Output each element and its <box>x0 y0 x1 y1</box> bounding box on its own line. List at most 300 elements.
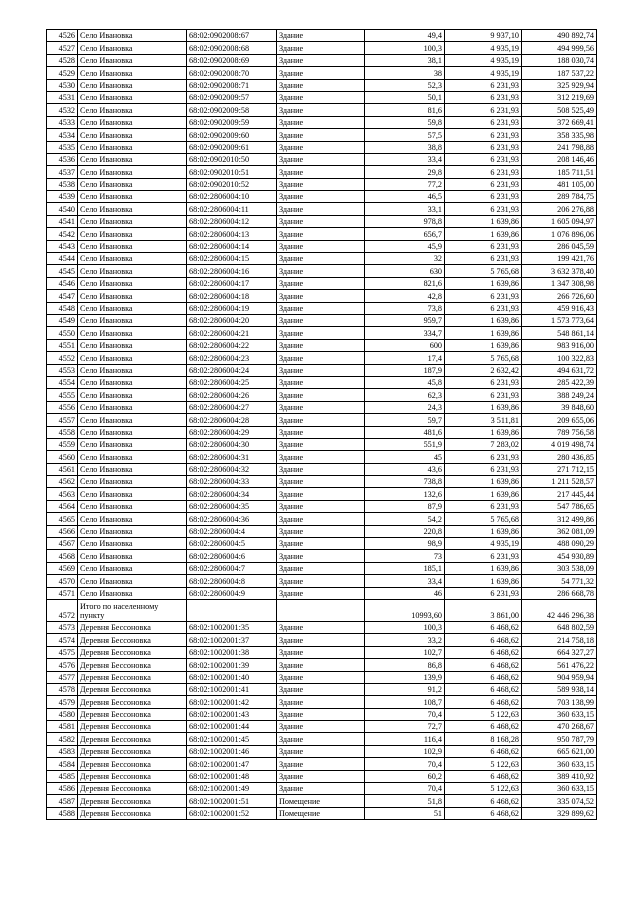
settlement-name-cell: Село Ивановка <box>78 290 187 302</box>
area-cell: 38,8 <box>365 141 445 153</box>
settlement-name-cell: Деревня Бессоновка <box>78 783 187 795</box>
cadastral-number-cell: 68:02:0902009:60 <box>187 129 277 141</box>
settlement-name-cell: Село Ивановка <box>78 401 187 413</box>
area-cell: 50,1 <box>365 91 445 103</box>
cadastral-value-cell: 459 916,43 <box>522 302 597 314</box>
object-type-cell: Здание <box>277 708 365 720</box>
settlement-name-cell: Деревня Бессоновка <box>78 659 187 671</box>
row-number-cell: 4542 <box>47 228 78 240</box>
cadastral-number-cell: 68:02:2806004:22 <box>187 339 277 351</box>
area-cell: 45 <box>365 451 445 463</box>
price-per-unit-cell: 6 231,93 <box>445 153 522 165</box>
settlement-name-cell: Деревня Бессоновка <box>78 795 187 807</box>
cadastral-value-cell: 185 711,51 <box>522 166 597 178</box>
cadastral-value-cell: 589 938,14 <box>522 683 597 695</box>
area-cell: 187,9 <box>365 364 445 376</box>
row-number-cell: 4553 <box>47 364 78 376</box>
cadastral-number-cell: 68:02:2806004:16 <box>187 265 277 277</box>
object-type-cell: Здание <box>277 54 365 66</box>
cadastral-value-cell: 360 633,15 <box>522 708 597 720</box>
table-row <box>47 129 597 141</box>
settlement-name-cell: Село Ивановка <box>78 327 187 339</box>
cadastral-value-cell: 100 322,83 <box>522 352 597 364</box>
area-cell: 334,7 <box>365 327 445 339</box>
price-per-unit-cell: 4 935,19 <box>445 538 522 550</box>
object-type-cell: Здание <box>277 253 365 265</box>
cadastral-value-cell: 372 669,41 <box>522 116 597 128</box>
cadastral-value-cell: 188 030,74 <box>522 54 597 66</box>
row-number-cell: 4564 <box>47 500 78 512</box>
cadastral-number-cell: 68:02:0902010:51 <box>187 166 277 178</box>
settlement-name-cell: Село Ивановка <box>78 525 187 537</box>
settlement-name-cell: Деревня Бессоновка <box>78 708 187 720</box>
cadastral-value-cell: 206 276,88 <box>522 203 597 215</box>
settlement-name-cell: Село Ивановка <box>78 438 187 450</box>
cadastral-number-cell: 68:02:2806004:32 <box>187 463 277 475</box>
table-row <box>47 721 597 733</box>
row-number-cell: 4568 <box>47 550 78 562</box>
object-type-cell: Здание <box>277 683 365 695</box>
row-number-cell: 4570 <box>47 575 78 587</box>
area-cell: 59,8 <box>365 116 445 128</box>
table-row <box>47 153 597 165</box>
settlement-name-cell: Село Ивановка <box>78 364 187 376</box>
cadastral-number-cell: 68:02:1002001:35 <box>187 621 277 633</box>
area-cell: 81,6 <box>365 104 445 116</box>
price-per-unit-cell: 5 122,63 <box>445 783 522 795</box>
object-type-cell: Здание <box>277 141 365 153</box>
cadastral-value-cell: 1 076 896,06 <box>522 228 597 240</box>
cadastral-value-cell: 187 537,22 <box>522 67 597 79</box>
settlement-name-cell: Село Ивановка <box>78 116 187 128</box>
cadastral-value-cell: 362 081,09 <box>522 525 597 537</box>
object-type-cell: Здание <box>277 191 365 203</box>
area-cell: 630 <box>365 265 445 277</box>
row-number-cell: 4556 <box>47 401 78 413</box>
object-type-cell: Здание <box>277 91 365 103</box>
table-row <box>47 463 597 475</box>
settlement-name-cell: Село Ивановка <box>78 314 187 326</box>
settlement-name-cell: Село Ивановка <box>78 42 187 54</box>
settlement-name-cell: Село Ивановка <box>78 575 187 587</box>
cadastral-number-cell: 68:02:1002001:38 <box>187 646 277 658</box>
cadastral-number-cell: 68:02:0902009:59 <box>187 116 277 128</box>
price-per-unit-cell: 6 468,62 <box>445 671 522 683</box>
cadastral-value-cell: 488 090,29 <box>522 538 597 550</box>
row-number-cell: 4557 <box>47 414 78 426</box>
row-number-cell: 4576 <box>47 659 78 671</box>
table-row <box>47 621 597 633</box>
row-number-cell: 4581 <box>47 721 78 733</box>
table-row <box>47 389 597 401</box>
table-row <box>47 733 597 745</box>
settlement-name-cell: Село Ивановка <box>78 79 187 91</box>
area-cell: 33,4 <box>365 575 445 587</box>
cadastral-value-cell: 3 632 378,40 <box>522 265 597 277</box>
object-type-cell: Здание <box>277 166 365 178</box>
object-type-cell: Здание <box>277 525 365 537</box>
object-type-cell: Здание <box>277 488 365 500</box>
object-type-cell: Здание <box>277 476 365 488</box>
price-per-unit-cell: 3 861,00 <box>445 599 522 621</box>
table-row <box>47 116 597 128</box>
area-cell: 51,8 <box>365 795 445 807</box>
table-row <box>47 265 597 277</box>
area-cell: 978,8 <box>365 215 445 227</box>
cadastral-number-cell: 68:02:0902008:69 <box>187 54 277 66</box>
object-type-cell: Здание <box>277 79 365 91</box>
area-cell: 33,2 <box>365 634 445 646</box>
settlement-name-cell: Итого по населенному пункту <box>78 599 187 621</box>
cadastral-value-cell: 983 916,00 <box>522 339 597 351</box>
row-number-cell: 4579 <box>47 696 78 708</box>
cadastral-number-cell: 68:02:2806004:12 <box>187 215 277 227</box>
object-type-cell: Здание <box>277 783 365 795</box>
settlement-name-cell: Село Ивановка <box>78 265 187 277</box>
row-number-cell: 4580 <box>47 708 78 720</box>
table-row <box>47 634 597 646</box>
cadastral-number-cell: 68:02:2806004:26 <box>187 389 277 401</box>
price-per-unit-cell: 4 935,19 <box>445 54 522 66</box>
cadastral-value-cell: 490 892,74 <box>522 30 597 42</box>
settlement-name-cell: Деревня Бессоновка <box>78 733 187 745</box>
row-number-cell: 4540 <box>47 203 78 215</box>
cadastral-number-cell: 68:02:2806004:6 <box>187 550 277 562</box>
price-per-unit-cell: 6 231,93 <box>445 141 522 153</box>
cadastral-number-cell: 68:02:1002001:41 <box>187 683 277 695</box>
cadastral-number-cell: 68:02:2806004:10 <box>187 191 277 203</box>
table-total-row <box>47 599 597 621</box>
cadastral-value-cell: 508 525,49 <box>522 104 597 116</box>
cadastral-value-cell: 280 436,85 <box>522 451 597 463</box>
row-number-cell: 4545 <box>47 265 78 277</box>
area-cell: 70,4 <box>365 758 445 770</box>
area-cell: 185,1 <box>365 562 445 574</box>
row-number-cell: 4541 <box>47 215 78 227</box>
area-cell: 72,7 <box>365 721 445 733</box>
table-row <box>47 352 597 364</box>
table-row <box>47 240 597 252</box>
cadastral-value-table <box>46 29 597 820</box>
cadastral-value-cell: 454 930,89 <box>522 550 597 562</box>
area-cell: 100,3 <box>365 621 445 633</box>
object-type-cell: Здание <box>277 376 365 388</box>
area-cell: 551,9 <box>365 438 445 450</box>
row-number-cell: 4537 <box>47 166 78 178</box>
row-number-cell: 4551 <box>47 339 78 351</box>
table-row <box>47 104 597 116</box>
cadastral-value-cell: 548 861,14 <box>522 327 597 339</box>
cadastral-value-cell: 494 999,56 <box>522 42 597 54</box>
cadastral-number-cell: 68:02:2806004:35 <box>187 500 277 512</box>
object-type-cell: Здание <box>277 721 365 733</box>
area-cell: 24,3 <box>365 401 445 413</box>
cadastral-value-cell: 42 446 296,38 <box>522 599 597 621</box>
cadastral-number-cell: 68:02:2806004:21 <box>187 327 277 339</box>
settlement-name-cell: Село Ивановка <box>78 513 187 525</box>
table-row <box>47 476 597 488</box>
table-row <box>47 683 597 695</box>
cadastral-number-cell <box>187 599 277 621</box>
cadastral-value-cell: 561 476,22 <box>522 659 597 671</box>
area-cell: 10993,60 <box>365 599 445 621</box>
cadastral-value-cell: 360 633,15 <box>522 758 597 770</box>
settlement-name-cell: Деревня Бессоновка <box>78 770 187 782</box>
price-per-unit-cell: 5 765,68 <box>445 513 522 525</box>
cadastral-number-cell: 68:02:2806004:14 <box>187 240 277 252</box>
area-cell: 87,9 <box>365 500 445 512</box>
table-row <box>47 451 597 463</box>
area-cell: 54,2 <box>365 513 445 525</box>
settlement-name-cell: Село Ивановка <box>78 277 187 289</box>
object-type-cell: Здание <box>277 228 365 240</box>
table-body <box>47 30 597 820</box>
object-type-cell: Здание <box>277 203 365 215</box>
price-per-unit-cell: 1 639,86 <box>445 562 522 574</box>
row-number-cell: 4552 <box>47 352 78 364</box>
cadastral-number-cell: 68:02:2806004:7 <box>187 562 277 574</box>
cadastral-number-cell: 68:02:1002001:40 <box>187 671 277 683</box>
cadastral-number-cell: 68:02:2806004:23 <box>187 352 277 364</box>
cadastral-value-cell: 54 771,32 <box>522 575 597 587</box>
settlement-name-cell: Село Ивановка <box>78 538 187 550</box>
price-per-unit-cell: 6 231,93 <box>445 91 522 103</box>
price-per-unit-cell: 6 231,93 <box>445 389 522 401</box>
cadastral-number-cell: 68:02:1002001:43 <box>187 708 277 720</box>
row-number-cell: 4561 <box>47 463 78 475</box>
settlement-name-cell: Село Ивановка <box>78 54 187 66</box>
settlement-name-cell: Село Ивановка <box>78 67 187 79</box>
table-row <box>47 671 597 683</box>
table-row <box>47 290 597 302</box>
area-cell: 132,6 <box>365 488 445 500</box>
cadastral-number-cell: 68:02:0902008:70 <box>187 67 277 79</box>
table-row <box>47 807 597 819</box>
cadastral-value-cell: 325 929,94 <box>522 79 597 91</box>
table-row <box>47 141 597 153</box>
cadastral-number-cell: 68:02:1002001:47 <box>187 758 277 770</box>
cadastral-number-cell: 68:02:2806004:36 <box>187 513 277 525</box>
table-row <box>47 646 597 658</box>
row-number-cell: 4548 <box>47 302 78 314</box>
area-cell: 45,8 <box>365 376 445 388</box>
price-per-unit-cell: 1 639,86 <box>445 277 522 289</box>
cadastral-value-cell: 360 633,15 <box>522 783 597 795</box>
settlement-name-cell: Село Ивановка <box>78 339 187 351</box>
price-per-unit-cell: 5 122,63 <box>445 758 522 770</box>
table-row <box>47 67 597 79</box>
area-cell: 42,8 <box>365 290 445 302</box>
settlement-name-cell: Село Ивановка <box>78 91 187 103</box>
row-number-cell: 4533 <box>47 116 78 128</box>
row-number-cell: 4573 <box>47 621 78 633</box>
settlement-name-cell: Деревня Бессоновка <box>78 683 187 695</box>
object-type-cell: Здание <box>277 463 365 475</box>
row-number-cell: 4543 <box>47 240 78 252</box>
object-type-cell: Здание <box>277 153 365 165</box>
area-cell: 29,8 <box>365 166 445 178</box>
table-row <box>47 795 597 807</box>
object-type-cell: Здание <box>277 178 365 190</box>
settlement-name-cell: Деревня Бессоновка <box>78 696 187 708</box>
table-row <box>47 253 597 265</box>
settlement-name-cell: Деревня Бессоновка <box>78 621 187 633</box>
row-number-cell: 4539 <box>47 191 78 203</box>
cadastral-value-cell: 665 621,00 <box>522 745 597 757</box>
settlement-name-cell: Село Ивановка <box>78 376 187 388</box>
price-per-unit-cell: 6 231,93 <box>445 166 522 178</box>
price-per-unit-cell: 6 468,62 <box>445 721 522 733</box>
area-cell: 46,5 <box>365 191 445 203</box>
object-type-cell: Здание <box>277 215 365 227</box>
table-row <box>47 438 597 450</box>
area-cell: 62,3 <box>365 389 445 401</box>
cadastral-number-cell: 68:02:2806004:34 <box>187 488 277 500</box>
settlement-name-cell: Село Ивановка <box>78 203 187 215</box>
cadastral-value-cell: 286 668,78 <box>522 587 597 599</box>
cadastral-value-cell: 312 219,69 <box>522 91 597 103</box>
cadastral-number-cell: 68:02:2806004:31 <box>187 451 277 463</box>
cadastral-value-cell: 664 327,27 <box>522 646 597 658</box>
area-cell: 77,2 <box>365 178 445 190</box>
cadastral-number-cell: 68:02:2806004:15 <box>187 253 277 265</box>
object-type-cell: Здание <box>277 758 365 770</box>
table-row <box>47 770 597 782</box>
object-type-cell: Здание <box>277 240 365 252</box>
price-per-unit-cell: 6 231,93 <box>445 451 522 463</box>
area-cell: 45,9 <box>365 240 445 252</box>
area-cell: 70,4 <box>365 708 445 720</box>
cadastral-value-cell: 789 756,58 <box>522 426 597 438</box>
price-per-unit-cell: 6 231,93 <box>445 253 522 265</box>
object-type-cell: Здание <box>277 550 365 562</box>
row-number-cell: 4528 <box>47 54 78 66</box>
price-per-unit-cell: 1 639,86 <box>445 476 522 488</box>
settlement-name-cell: Село Ивановка <box>78 550 187 562</box>
cadastral-value-cell: 217 445,44 <box>522 488 597 500</box>
area-cell: 33,4 <box>365 153 445 165</box>
cadastral-number-cell: 68:02:0902009:61 <box>187 141 277 153</box>
cadastral-value-cell: 494 631,72 <box>522 364 597 376</box>
object-type-cell: Здание <box>277 414 365 426</box>
object-type-cell: Здание <box>277 42 365 54</box>
cadastral-number-cell: 68:02:1002001:51 <box>187 795 277 807</box>
price-per-unit-cell: 1 639,86 <box>445 215 522 227</box>
settlement-name-cell: Село Ивановка <box>78 426 187 438</box>
row-number-cell: 4547 <box>47 290 78 302</box>
area-cell: 38,1 <box>365 54 445 66</box>
table-row <box>47 79 597 91</box>
object-type-cell: Здание <box>277 587 365 599</box>
price-per-unit-cell: 5 765,68 <box>445 352 522 364</box>
price-per-unit-cell: 1 639,86 <box>445 488 522 500</box>
table-row <box>47 659 597 671</box>
price-per-unit-cell: 1 639,86 <box>445 339 522 351</box>
area-cell: 38 <box>365 67 445 79</box>
area-cell: 52,3 <box>365 79 445 91</box>
settlement-name-cell: Село Ивановка <box>78 414 187 426</box>
document-page <box>46 29 596 820</box>
settlement-name-cell: Село Ивановка <box>78 500 187 512</box>
cadastral-value-cell: 286 045,59 <box>522 240 597 252</box>
cadastral-value-cell: 214 758,18 <box>522 634 597 646</box>
settlement-name-cell: Деревня Бессоновка <box>78 807 187 819</box>
settlement-name-cell: Деревня Бессоновка <box>78 745 187 757</box>
cadastral-number-cell: 68:02:1002001:49 <box>187 783 277 795</box>
area-cell: 17,4 <box>365 352 445 364</box>
row-number-cell: 4584 <box>47 758 78 770</box>
settlement-name-cell: Деревня Бессоновка <box>78 634 187 646</box>
object-type-cell: Здание <box>277 621 365 633</box>
row-number-cell: 4563 <box>47 488 78 500</box>
table-row <box>47 191 597 203</box>
cadastral-value-cell: 904 959,94 <box>522 671 597 683</box>
price-per-unit-cell: 6 231,93 <box>445 550 522 562</box>
area-cell: 139,9 <box>365 671 445 683</box>
settlement-name-cell: Село Ивановка <box>78 352 187 364</box>
row-number-cell: 4549 <box>47 314 78 326</box>
area-cell: 959,7 <box>365 314 445 326</box>
object-type-cell: Помещение <box>277 795 365 807</box>
cadastral-value-cell: 481 105,00 <box>522 178 597 190</box>
row-number-cell: 4575 <box>47 646 78 658</box>
cadastral-number-cell: 68:02:1002001:45 <box>187 733 277 745</box>
object-type-cell: Здание <box>277 745 365 757</box>
cadastral-value-cell: 470 268,67 <box>522 721 597 733</box>
table-row <box>47 314 597 326</box>
cadastral-value-cell: 209 655,06 <box>522 414 597 426</box>
row-number-cell: 4565 <box>47 513 78 525</box>
table-row <box>47 414 597 426</box>
area-cell: 51 <box>365 807 445 819</box>
object-type-cell: Здание <box>277 364 365 376</box>
object-type-cell: Здание <box>277 352 365 364</box>
cadastral-value-cell: 1 605 094,97 <box>522 215 597 227</box>
object-type-cell: Здание <box>277 104 365 116</box>
object-type-cell <box>277 599 365 621</box>
row-number-cell: 4529 <box>47 67 78 79</box>
cadastral-value-cell: 199 421,76 <box>522 253 597 265</box>
table-row <box>47 426 597 438</box>
object-type-cell: Здание <box>277 389 365 401</box>
cadastral-number-cell: 68:02:0902010:52 <box>187 178 277 190</box>
cadastral-number-cell: 68:02:2806004:24 <box>187 364 277 376</box>
settlement-name-cell: Село Ивановка <box>78 153 187 165</box>
cadastral-value-cell: 389 410,92 <box>522 770 597 782</box>
price-per-unit-cell: 4 935,19 <box>445 42 522 54</box>
row-number-cell: 4571 <box>47 587 78 599</box>
cadastral-value-cell: 285 422,39 <box>522 376 597 388</box>
object-type-cell: Здание <box>277 538 365 550</box>
object-type-cell: Здание <box>277 277 365 289</box>
area-cell: 102,7 <box>365 646 445 658</box>
price-per-unit-cell: 6 468,62 <box>445 770 522 782</box>
settlement-name-cell: Село Ивановка <box>78 129 187 141</box>
table-row <box>47 562 597 574</box>
area-cell: 59,7 <box>365 414 445 426</box>
object-type-cell: Здание <box>277 265 365 277</box>
row-number-cell: 4530 <box>47 79 78 91</box>
cadastral-value-cell: 950 787,79 <box>522 733 597 745</box>
price-per-unit-cell: 7 283,02 <box>445 438 522 450</box>
settlement-name-cell: Деревня Бессоновка <box>78 721 187 733</box>
table-row <box>47 587 597 599</box>
area-cell: 116,4 <box>365 733 445 745</box>
area-cell: 656,7 <box>365 228 445 240</box>
table-row <box>47 302 597 314</box>
table-row <box>47 277 597 289</box>
price-per-unit-cell: 3 511,81 <box>445 414 522 426</box>
